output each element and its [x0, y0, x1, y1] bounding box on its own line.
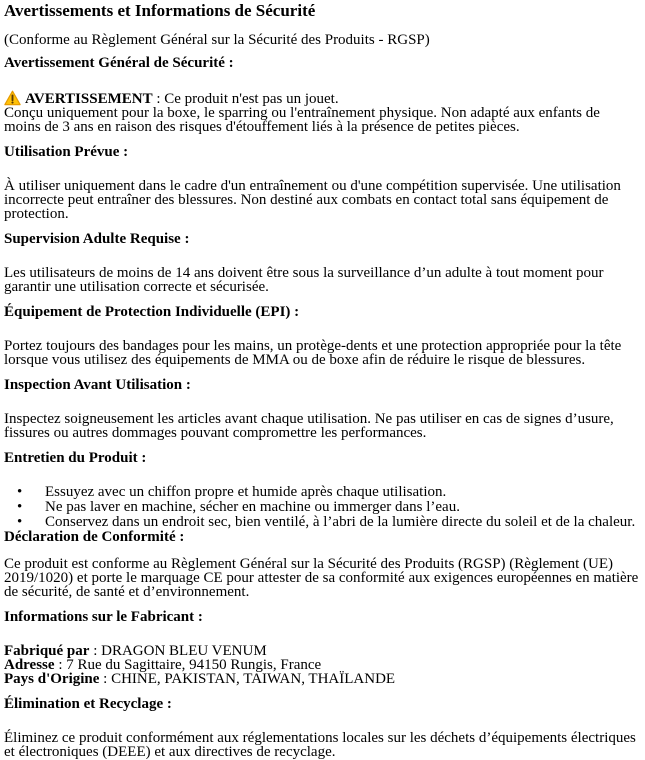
paragraph-ppe: Portez toujours des bandages pour les mains, un protège-dents et une protection appropriée pour la tête lorsque vous utilisez des équipements de MMA ou de boxe afin de réduire le risque de blessures. — [4, 338, 622, 368]
section-heading-conformity: Déclaration de Conformité : — [4, 529, 185, 545]
warning-text: : Ce produit n'est pas un jouet. — [152, 91, 339, 107]
section-heading-ppe: Équipement de Protection Individuelle (EPI) : — [4, 304, 300, 320]
paragraph-conformity: Ce produit est conforme au Règlement Général sur la Sécurité des Produits (RGSP) (Règlement (UE) 2019/1020) et porte le marquage CE pour attester de sa conformité aux exigences européennes en matière de sécurité, de santé et d’environnement. — [4, 556, 639, 600]
field-label: Fabriqué par — [4, 643, 90, 659]
manufacturer-info — [4, 644, 640, 686]
warning-label: AVERTISSEMENT — [25, 91, 153, 107]
field-separator: : — [54, 657, 67, 673]
field-value: DRAGON BLEU VENUM — [101, 643, 267, 659]
care-instructions-list — [4, 485, 640, 530]
warning-body: Conçu uniquement pour la boxe, le sparring ou l'entraînement physique. Non adapté aux enfants de moins de 3 ans en raison des risques d'étouffement liés à la présence de petites pièces. — [4, 105, 600, 135]
paragraph-recycling: Éliminez ce produit conformément aux réglementations locales sur les déchets d’équipements électriques et électroniques (DEEE) et aux directives de recyclage. — [4, 730, 636, 760]
section-heading-manufacturer: Informations sur le Fabricant : — [4, 609, 203, 625]
warning-paragraph — [4, 90, 640, 134]
paragraph-intended-use: À utiliser uniquement dans le cadre d'un entraînement ou d'une compétition supervisée. Une utilisation incorrecte peut entraîner des blessures. Non destiné aux combats en contact total sans équipement de protection. — [4, 178, 621, 222]
page-title: Avertissements et Informations de Sécurité — [4, 1, 316, 20]
document-subtitle: (Conforme au Règlement Général sur la Sécurité des Produits - RGSP) — [4, 32, 430, 48]
field-value: 7 Rue du Sagittaire, 94150 Rungis, France — [66, 657, 322, 673]
manufacturer-origin-line — [4, 672, 640, 686]
paragraph-adult-supervision: Les utilisateurs de moins de 14 ans doivent être sous la surveillance d’un adulte à tout moment pour garantir une utilisation correcte et sécurisée. — [4, 265, 604, 295]
field-label: Pays d'Origine — [4, 671, 100, 687]
field-separator: : — [99, 671, 112, 687]
field-separator: : — [89, 643, 102, 659]
warning-line — [4, 90, 640, 106]
section-heading-recycling: Élimination et Recyclage : — [4, 696, 172, 712]
section-heading-intended-use: Utilisation Prévue : — [4, 144, 129, 160]
field-value: CHINE, PAKISTAN, TAIWAN, THAÏLANDE — [111, 671, 396, 687]
manufacturer-name-line — [4, 644, 640, 658]
section-heading-general-warning: Avertissement Général de Sécurité : — [4, 55, 234, 71]
list-item: • Ne pas laver en machine, sécher en machine ou immerger dans l’eau. — [4, 500, 640, 515]
safety-document — [4, 1, 640, 759]
list-item: • Conservez dans un endroit sec, bien ventilé, à l’abri de la lumière directe du soleil et de la chaleur. — [4, 515, 640, 530]
section-heading-care: Entretien du Produit : — [4, 450, 147, 466]
paragraph-inspection: Inspectez soigneusement les articles avant chaque utilisation. Ne pas utiliser en cas de signes d’usure, fissures ou autres dommages pouvant compromettre les performances. — [4, 411, 614, 441]
manufacturer-address-line — [4, 658, 640, 672]
section-heading-inspection: Inspection Avant Utilisation : — [4, 377, 191, 393]
section-heading-adult-supervision: Supervision Adulte Requise : — [4, 231, 190, 247]
list-item: • Essuyez avec un chiffon propre et humide après chaque utilisation. — [4, 485, 640, 500]
warning-triangle-icon — [4, 90, 21, 106]
field-label: Adresse — [4, 657, 55, 673]
